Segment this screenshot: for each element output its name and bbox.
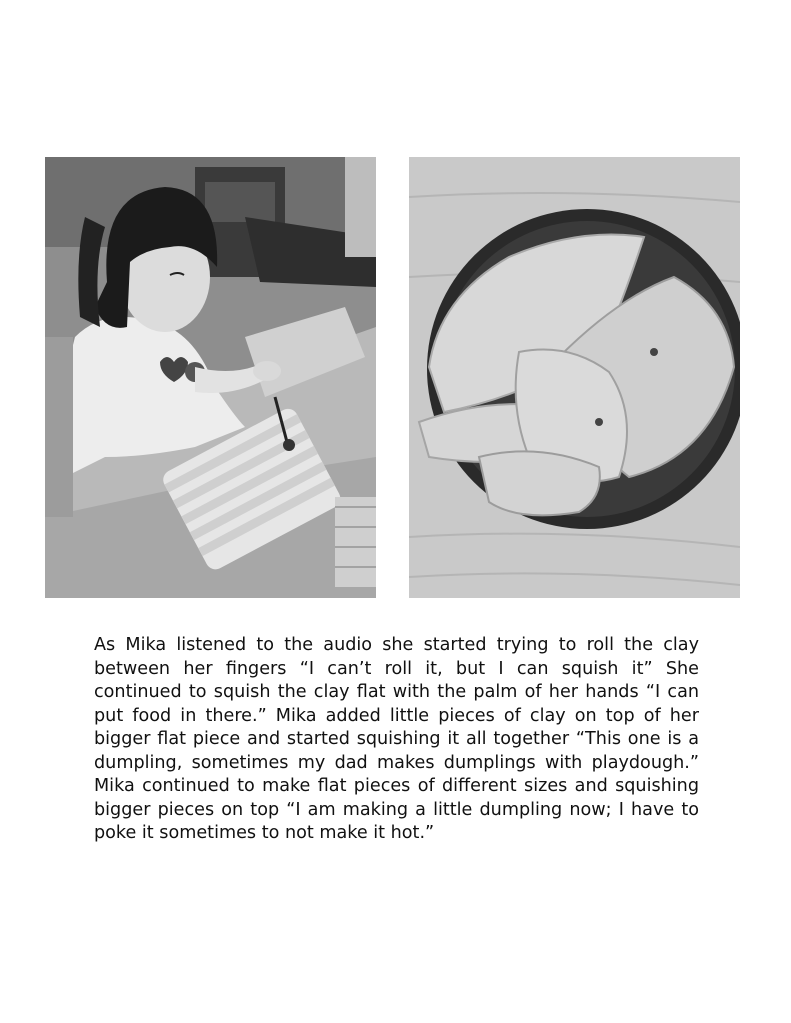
clay-bowl-illustration bbox=[409, 157, 740, 598]
bowl-of-flat-clay-pieces-photo bbox=[409, 157, 740, 598]
child-playing-with-clay-photo bbox=[45, 157, 376, 598]
observation-story-text: As Mika listened to the audio she started trying to roll the clay between her fingers “I can’t roll it, but I can squish it” She continued to squish the clay flat with the palm of her hands “I can put food in there.” Mika added little pieces of clay on top of her bigger flat piece and started squishing it all together “This one is a dumpling, sometimes my dad makes dumplings with playdough.” Mika continued to make flat pieces of different sizes and squishing bigger pieces on top “I am making a little dumpling now; I have to poke it sometimes to not make it hot.” bbox=[94, 635, 699, 843]
child-photo-illustration bbox=[45, 157, 376, 598]
